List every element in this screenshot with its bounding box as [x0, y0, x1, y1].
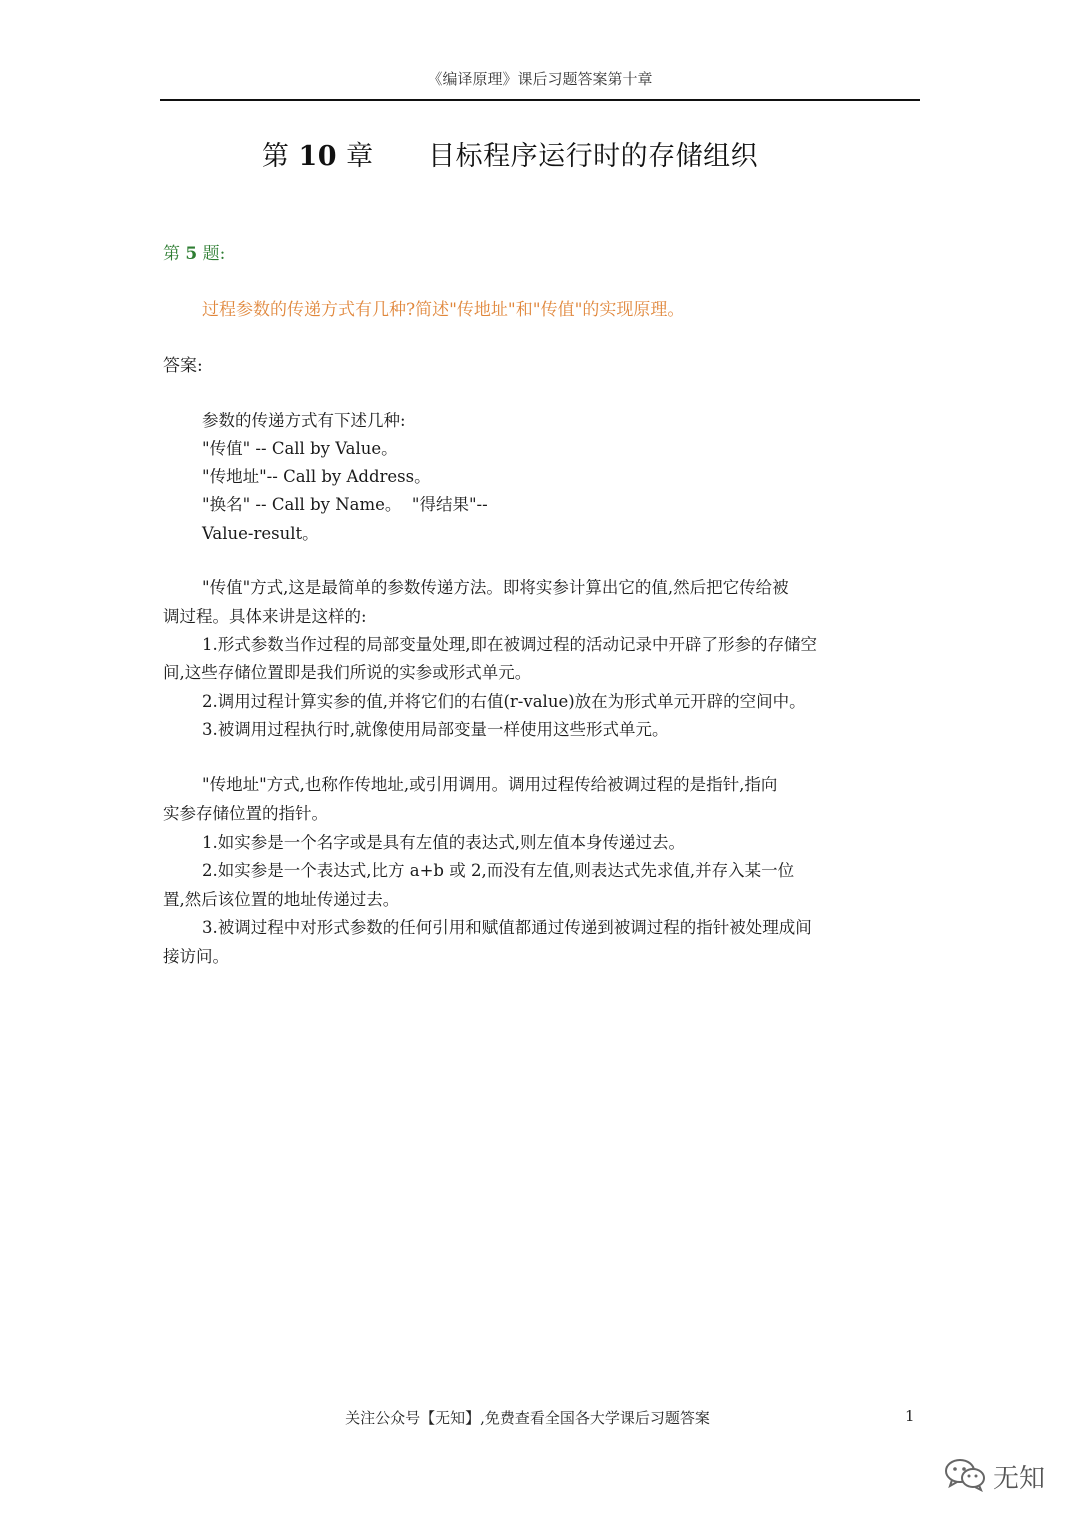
answer-line: "传地址"方式,也称作传地址,或引用调用。调用过程传给被调过程的是指针,指向 — [202, 775, 778, 794]
header-divider — [160, 99, 920, 101]
answer-line: 3.被调过程中对形式参数的任何引用和赋值都通过传递到被调过程的指针被处理成间 — [202, 918, 812, 937]
answer-line: "传地址"-- Call by Address。 — [202, 467, 431, 486]
answer-line: 参数的传递方式有下述几种: — [202, 411, 406, 430]
answer-label: 答案: — [163, 356, 203, 376]
chapter-number-prefix: 第 — [261, 141, 299, 172]
chapter-title — [0, 134, 1020, 173]
answer-line: 2.如实参是一个表达式,比方 a+b 或 2,而没有左值,则表达式先求值,并存入某一位 — [202, 861, 795, 880]
footer-text: 关注公众号【无知】,免费查看全国各大学课后习题答案 — [345, 1409, 710, 1427]
answer-line: "传值" -- Call by Value。 — [202, 439, 398, 458]
page-header-title: 《编译原理》课后习题答案第十章 — [427, 70, 653, 88]
answer-line: 接访问。 — [163, 947, 229, 966]
answer-line: 3.被调用过程执行时,就像使用局部变量一样使用这些形式单元。 — [202, 720, 669, 739]
answer-line: 实参存储位置的指针。 — [163, 804, 328, 823]
answer-line: Value-result。 — [202, 524, 319, 543]
answer-line: 1.形式参数当作过程的局部变量处理,即在被调过程的活动记录中开辟了形参的存储空 — [202, 635, 817, 654]
answer-line: 1.如实参是一个名字或是具有左值的表达式,则左值本身传递过去。 — [202, 833, 685, 852]
answer-line: "换名" -- Call by Name。 "得结果"-- — [202, 495, 488, 514]
watermark-text: 无知 — [993, 1463, 1046, 1494]
wechat-icon — [943, 1456, 987, 1496]
page-number: 1 — [905, 1407, 915, 1425]
answer-line: 置,然后该位置的地址传递过去。 — [163, 890, 400, 909]
chapter-number-suffix: 章 — [337, 141, 374, 172]
question-label: 第 5 题: — [163, 244, 226, 264]
chapter-title-text: 目标程序运行时的存储组织 — [428, 141, 759, 172]
answer-line: "传值"方式,这是最简单的参数传递方法。即将实参计算出它的值,然后把它传给被 — [202, 578, 789, 597]
question-number: 5 — [185, 244, 198, 264]
answer-line: 2.调用过程计算实参的值,并将它们的右值(r-value)放在为形式单元开辟的空间中。 — [202, 692, 806, 711]
chapter-number: 10 — [298, 141, 338, 172]
question-text: 过程参数的传递方式有几种?简述"传地址"和"传值"的实现原理。 — [202, 300, 685, 320]
answer-line: 调过程。具体来讲是这样的: — [163, 607, 367, 626]
answer-line: 间,这些存储位置即是我们所说的实参或形式单元。 — [163, 663, 532, 682]
watermark — [943, 1452, 1045, 1500]
